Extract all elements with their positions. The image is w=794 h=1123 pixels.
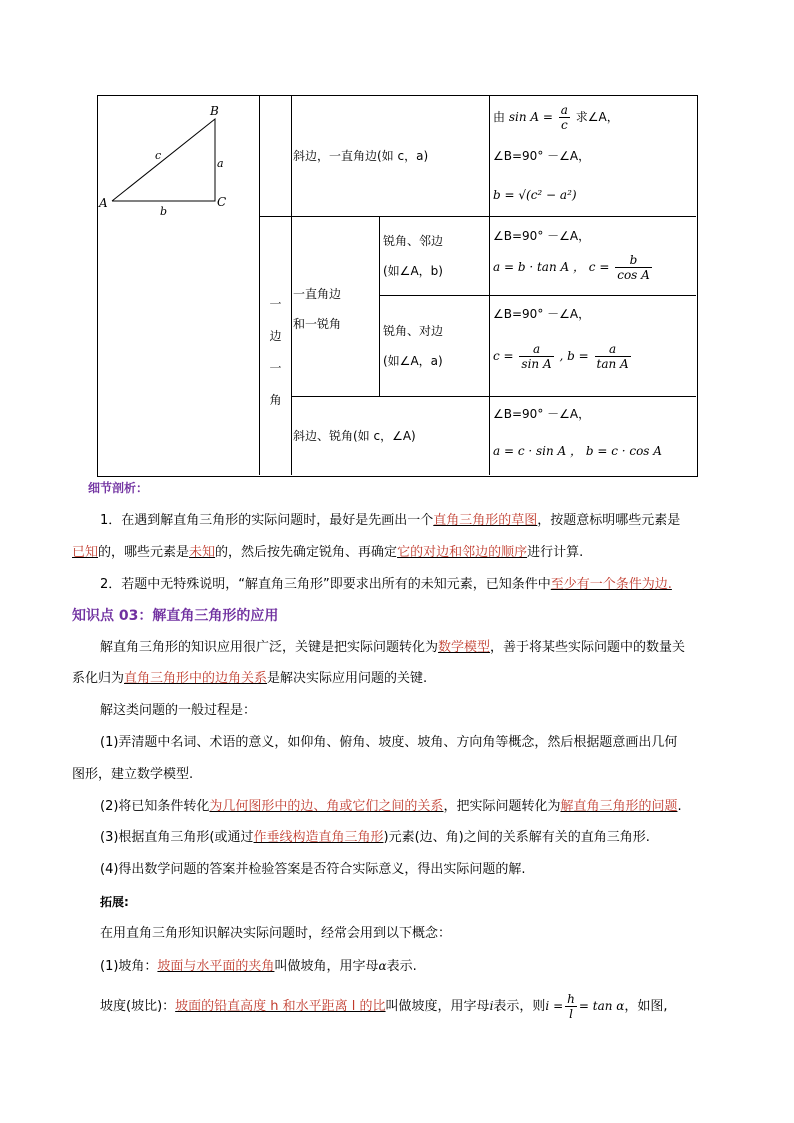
underlined-text: 为几何图形中的边、角或它们之间的关系 — [209, 799, 444, 814]
detail-paragraph-1 — [100, 512, 680, 530]
detail-title: 细节剖析： — [88, 481, 149, 495]
math-expr: i = — [545, 999, 564, 1013]
vertex-label-a: A — [99, 196, 108, 210]
step-1-cont: 图形，建立数学模型. — [72, 767, 194, 782]
math-expr: = tan α — [578, 999, 625, 1013]
side-label-a: a — [217, 157, 224, 170]
denominator: sin A — [521, 357, 552, 371]
denominator: tan A — [596, 357, 629, 371]
sub-case-label: 锐角、邻边 — [383, 234, 444, 248]
text-suffix: 求∠A， — [575, 110, 619, 124]
denominator: cos A — [617, 268, 650, 282]
numerator: h — [567, 992, 575, 1006]
text-prefix: 由 — [493, 110, 506, 124]
table-vline — [291, 95, 292, 475]
text: 叫做坡度，用字母 — [385, 999, 490, 1014]
solution-line: a = c · sin A ， b = c · cos A — [493, 444, 662, 458]
extension-title: 拓展: — [100, 895, 129, 909]
kp3-paragraph-2: 解这类问题的一般过程是： — [100, 703, 257, 718]
vertical-char: 一 — [269, 361, 282, 375]
side-label-c: c — [155, 149, 162, 162]
table-hline — [259, 216, 696, 217]
kp3-paragraph-1 — [100, 639, 685, 657]
vertex-label-b: B — [210, 104, 219, 118]
text: 表示，则 — [493, 999, 546, 1014]
vertex-label-c: C — [217, 195, 227, 209]
fraction — [595, 342, 631, 371]
denominator: c — [560, 118, 568, 132]
fraction — [519, 342, 553, 371]
text: 的，然后按先确定锐角、再确定 — [215, 545, 398, 560]
vertical-char: 角 — [269, 393, 282, 407]
solution-line — [493, 253, 654, 282]
solution-line: b = √(c² − a²) — [493, 188, 577, 202]
text: . — [677, 799, 682, 814]
math-expr: sin A = — [508, 110, 553, 124]
vertical-char: 一 — [269, 297, 282, 311]
text: 进行计算. — [527, 545, 584, 560]
group-label: 和一锐角 — [293, 317, 342, 331]
kp3-paragraph-1-cont — [72, 670, 427, 688]
numerator: a — [519, 342, 553, 357]
underlined-text: 解直角三角形的问题 — [560, 799, 678, 814]
side-label-b: b — [160, 205, 168, 218]
extension-paragraph: 在用直角三角形知识解决实际问题时，经常会用到以下概念： — [100, 926, 452, 941]
solution-line: ∠B=90° －∠A， — [493, 307, 591, 321]
one-side-one-angle-label — [260, 288, 291, 416]
text: )元素(边、角)之间的关系解有关的直角三角形. — [383, 830, 650, 845]
math-expr: a = b · tan A ， — [493, 260, 585, 274]
fraction — [615, 253, 652, 282]
vertical-char: 边 — [269, 329, 282, 343]
detail-paragraph-1-cont — [72, 544, 583, 562]
text: (3)根据直角三角形(或通过 — [100, 830, 254, 845]
text: 表示. — [386, 959, 417, 974]
fraction — [559, 103, 570, 132]
solution-line — [493, 103, 619, 132]
fraction — [565, 992, 577, 1021]
underlined-text: 坡面与水平面的夹角 — [157, 959, 275, 974]
text: (1)坡角： — [100, 959, 158, 974]
table-hline — [379, 295, 696, 296]
right-triangle-figure — [97, 95, 257, 225]
text: ，把实际问题转化为 — [443, 799, 561, 814]
text: ，如图, — [624, 999, 668, 1014]
underlined-text: 坡面的铅直高度 h 和水平距离 l 的比 — [175, 999, 386, 1014]
numerator: a — [595, 342, 631, 357]
table-vline — [259, 95, 260, 475]
underlined-text: 已知 — [72, 545, 99, 560]
sub-case-label: 锐角、对边 — [383, 324, 444, 338]
step-2 — [100, 798, 682, 816]
step-3 — [100, 829, 650, 847]
text: 2．若题中无特殊说明，“解直角三角形”即要求出所有的未知元素，已知条件中 — [100, 577, 551, 592]
numerator: a — [560, 103, 568, 117]
sub-case-label: (如∠A，a) — [383, 354, 443, 368]
slope-angle-definition — [100, 957, 417, 976]
underlined-text: 它的对边和邻边的顺序 — [397, 545, 528, 560]
underlined-text: 未知 — [189, 545, 216, 560]
denominator: l — [569, 1007, 573, 1021]
gradient-definition — [100, 992, 668, 1021]
text: 解直角三角形的知识应用很广泛，关键是把实际问题转化为 — [100, 640, 439, 655]
text: 是解决实际应用问题的关键. — [267, 671, 428, 686]
math-symbol: α — [378, 959, 387, 973]
math-expr: b = — [567, 349, 589, 363]
detail-paragraph-2 — [100, 576, 672, 594]
text: 的，哪些元素是 — [98, 545, 190, 560]
case-hypotenuse-angle: 斜边、锐角(如 c，∠A) — [293, 429, 416, 443]
text: ，善于将某些实际问题中的数量关 — [490, 640, 686, 655]
text: ，按题意标明哪些元素是 — [537, 513, 681, 528]
table-vline — [379, 216, 380, 396]
case-hypotenuse-leg: 斜边，一直角边(如 c，a) — [293, 149, 429, 163]
solution-line: ∠B=90° －∠A， — [493, 229, 591, 243]
solution-line: c = $\frac{a}{\text{sin A}}$ , b = $\frac{a}{\text{tan A}}$ — [493, 342, 629, 371]
numerator: b — [615, 253, 652, 268]
step-4: (4)得出数学问题的答案并检验答案是否符合实际意义，得出实际问题的解. — [100, 862, 526, 877]
underlined-text: 直角三角形的草图 — [433, 513, 538, 528]
math-symbol: i — [489, 999, 494, 1013]
table-hline — [291, 396, 696, 397]
underlined-text: 至少有一个条件为边. — [550, 577, 672, 592]
math-expr: c = — [588, 260, 610, 274]
text: 系化归为 — [72, 671, 125, 686]
underlined-text: 数学模型 — [438, 640, 491, 655]
underlined-text: 作垂线构造直角三角形 — [253, 830, 384, 845]
section-title: 知识点 03：解直角三角形的应用 — [72, 608, 279, 624]
text: 叫做坡角，用字母 — [274, 959, 379, 974]
sub-case-label: (如∠A，b) — [383, 264, 443, 278]
step-1: (1)弄清题中名词、术语的意义，如仰角、俯角、坡度、坡角、方向角等概念，然后根据题意画出几何 — [100, 735, 678, 750]
group-label: 一直角边 — [293, 287, 342, 301]
text: 坡度(坡比)： — [100, 999, 176, 1014]
solution-line: ∠B=90° －∠A， — [493, 407, 591, 421]
underlined-text: 直角三角形中的边角关系 — [124, 671, 268, 686]
solution-line: ∠B=90° －∠A， — [493, 149, 591, 163]
table-vline — [489, 95, 490, 475]
math-expr: c = — [493, 349, 514, 363]
text: (2)将已知条件转化 — [100, 799, 210, 814]
text: 1．在遇到解直角三角形的实际问题时，最好是先画出一个 — [100, 513, 434, 528]
